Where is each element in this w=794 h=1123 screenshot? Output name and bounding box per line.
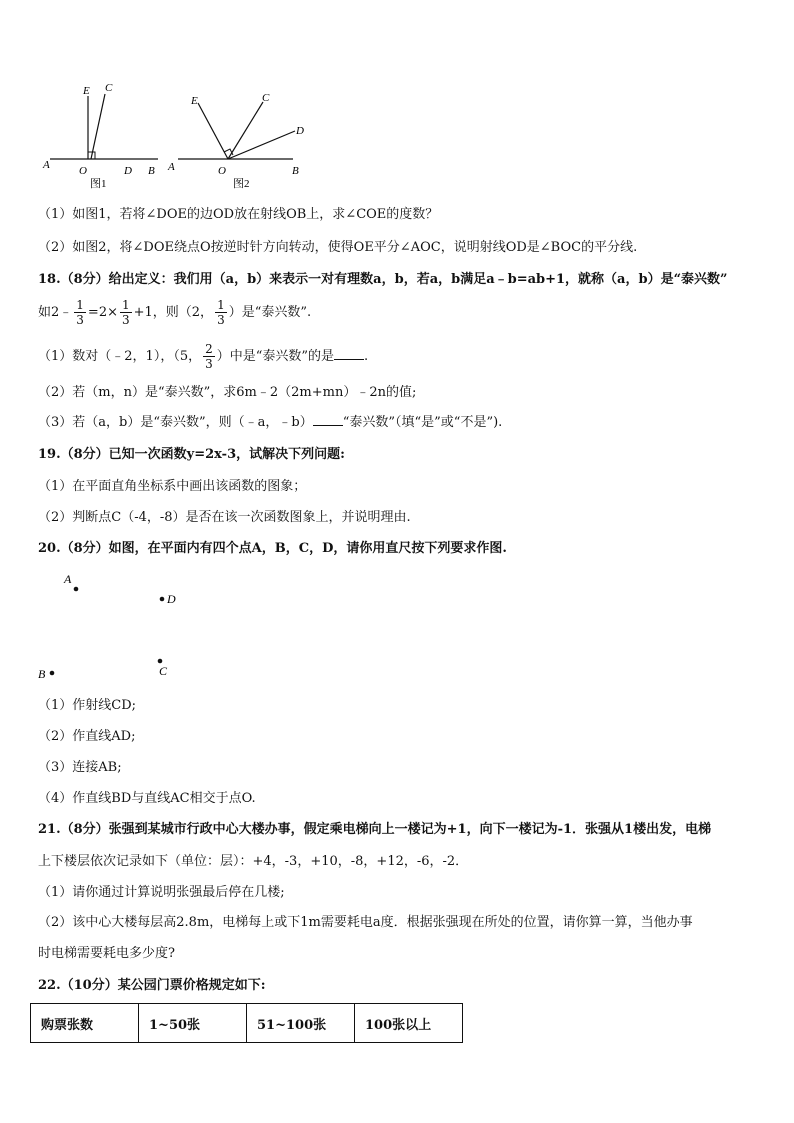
angle-figures <box>38 78 328 193</box>
answer-blank[interactable] <box>334 347 364 360</box>
q18-example-post: ）是“泰兴数”. <box>228 305 312 320</box>
q17-part2: （2）如图2，将∠DOE绕点O按逆时针方向转动，使得OE平分∠AOC，说明射线OD是∠BOC的平分线. <box>38 240 638 255</box>
fig2-ray-oe <box>198 103 228 159</box>
table-cell: 51~100张 <box>247 1004 355 1043</box>
fig1-label-o: O <box>79 165 87 177</box>
q18-example-mid2: +1，则（2， <box>133 305 214 320</box>
q20-part4: （4）作直线BD与直线AC相交于点O. <box>38 791 256 806</box>
fig1-ray-oc <box>91 94 105 159</box>
points-figure <box>30 565 230 685</box>
table-cell: 购票张数 <box>31 1004 139 1043</box>
q21-heading-line2: 上下楼层依次记录如下（单位：层）：+4，-3，+10，-8，+12，-6，-2． <box>38 854 469 869</box>
point-label-a: A <box>64 572 72 586</box>
q21-part1: （1）请你通过计算说明张强最后停在几楼; <box>38 885 285 900</box>
fig2-caption: 图2 <box>233 178 250 190</box>
fig1-label-e: E <box>83 85 90 97</box>
point-label-d: D <box>167 592 176 606</box>
q20-part3: （3）连接AB; <box>38 760 122 775</box>
point-label-c: C <box>159 664 168 678</box>
table-cell: 1~50张 <box>139 1004 247 1043</box>
fig1-label-b: B <box>148 165 155 177</box>
q18-example <box>38 298 311 327</box>
fraction-one-third: $\frac{1}{3}$ <box>121 298 130 327</box>
q19-part1: （1）在平面直角坐标系中画出该函数的图象； <box>38 479 307 494</box>
q17-part1: （1）如图1，若将∠DOE的边OD放在射线OB上，求∠COE的度数？ <box>38 207 439 222</box>
point-label-b: B <box>38 667 46 681</box>
q18-part3-pre: （3）若（a，b）是“泰兴数”，则（﹣a，﹣b） <box>38 415 313 430</box>
ticket-price-table <box>30 1003 463 1043</box>
q19-part2: （2）判断点C（-4，-8）是否在该一次函数图象上，并说明理由. <box>38 510 411 525</box>
point-a <box>74 587 79 592</box>
q18-part1-pre: （1）数对（﹣2，1），（5， <box>38 349 202 364</box>
q18-heading: 18.（8分）给出定义：我们用（a，b）来表示一对有理数a，b，若a，b满足a﹣b=ab+1，就称（a，b）是“泰兴数” <box>38 272 728 287</box>
table-cell: 100张以上 <box>355 1004 463 1043</box>
q21-part2-line1: （2）该中心大楼每层高2.8m，电梯每上或下1m需要耗电a度．根据张强现在所处的位置，请你算一算，当他办事 <box>38 915 693 930</box>
fig2-ray-oc <box>228 102 263 159</box>
fig2-label-o: O <box>218 165 226 177</box>
fraction-one-third: $\frac{1}{3}$ <box>76 298 84 327</box>
q18-part3 <box>38 413 502 433</box>
point-d <box>160 597 165 602</box>
table-row <box>31 1004 463 1043</box>
q19-heading: 19.（8分）已知一次函数y=2x-3，试解决下列问题: <box>38 447 345 462</box>
q21-part2-line2: 时电梯需要耗电多少度? <box>38 946 175 961</box>
fig2-label-e: E <box>191 95 198 107</box>
q18-part2: （2）若（m，n）是“泰兴数”，求6m﹣2（2m+mn）﹣2n的值; <box>38 385 417 400</box>
answer-blank[interactable] <box>313 413 343 426</box>
q18-part1-post: ）中是“泰兴数”的是 <box>216 349 335 364</box>
q18-part1 <box>38 342 368 371</box>
point-b <box>50 671 55 676</box>
q18-part3-post: “泰兴数”（填“是”或“不是”). <box>342 415 503 430</box>
q18-example-pre: 如2﹣ <box>38 305 73 320</box>
fig2-ray-od <box>228 131 295 159</box>
fig1-label-a: A <box>43 159 50 171</box>
fig1-caption: 图1 <box>90 178 107 190</box>
q21-heading-line1: 21.（8分）张强到某城市行政中心大楼办事，假定乘电梯向上一楼记为+1，向下一楼记为-1．张强从1楼出发，电梯 <box>38 822 712 837</box>
fig2-label-b: B <box>292 165 299 177</box>
fig2-label-c: C <box>262 92 270 104</box>
q20-heading: 20.（8分）如图，在平面内有四个点A，B，C，D，请你用直尺按下列要求作图. <box>38 541 507 556</box>
fraction-one-third: $\frac{1}{3}$ <box>217 298 225 327</box>
fig2-label-a: A <box>168 161 175 173</box>
fig1-label-c: C <box>105 82 113 94</box>
fig1-label-d: D <box>124 165 132 177</box>
point-c <box>158 659 163 664</box>
q22-heading: 22.（10分）某公园门票价格规定如下: <box>38 978 266 993</box>
q18-example-mid1: =2× <box>87 305 118 320</box>
q20-part2: （2）作直线AD; <box>38 729 136 744</box>
fig2-label-d: D <box>296 125 304 137</box>
q18-part1-end: . <box>364 349 369 364</box>
fraction-two-thirds: $\frac{2}{3}$ <box>205 342 213 371</box>
q20-part1: （1）作射线CD; <box>38 698 137 713</box>
